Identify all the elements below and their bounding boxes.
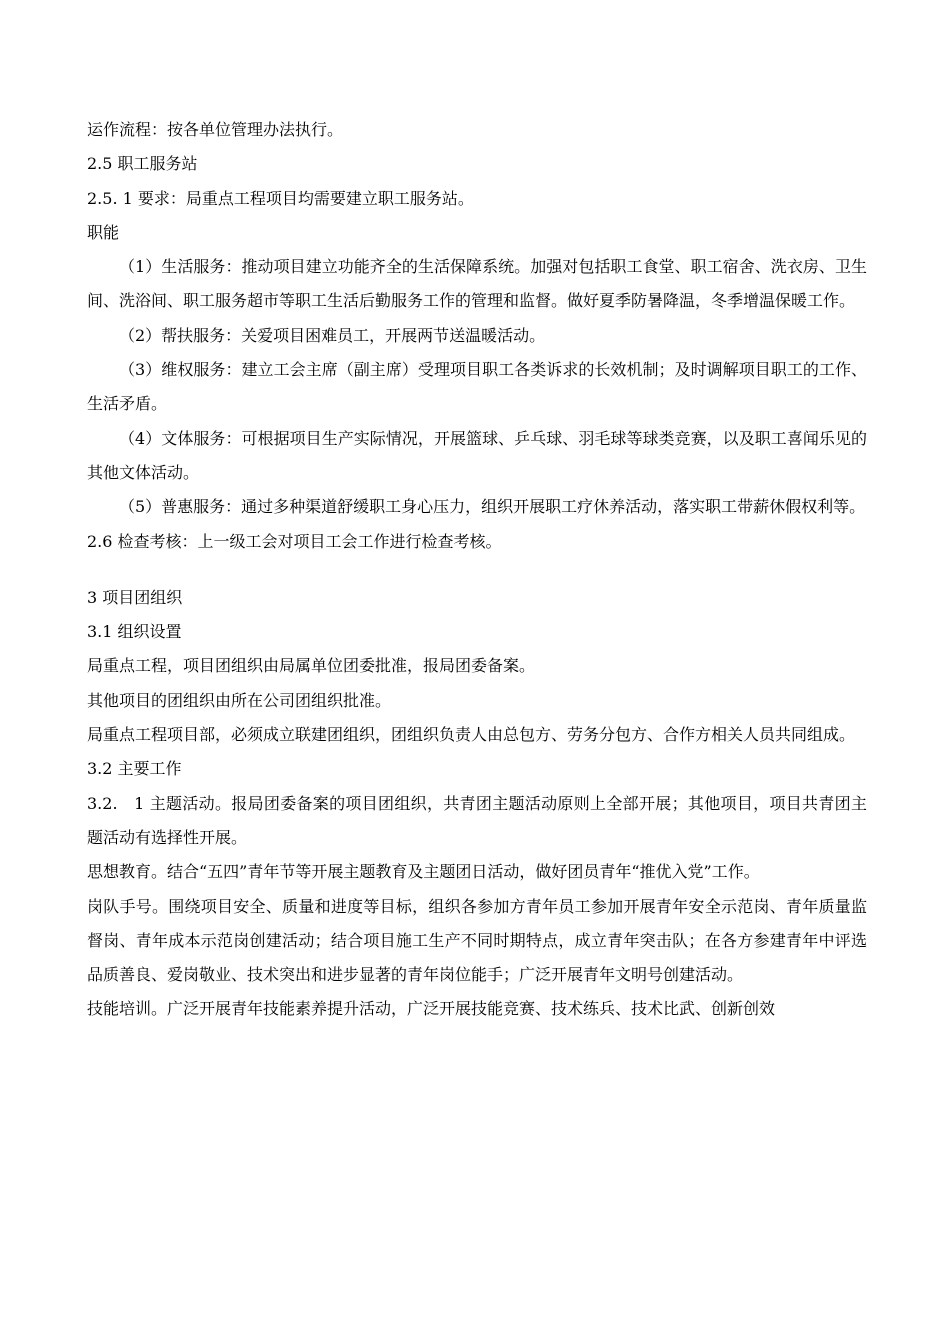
section-gap — [87, 559, 867, 581]
paragraph-key-projects: 局重点工程，项目团组织由局属单位团委批准，报局团委备案。 — [87, 656, 536, 676]
function-item-culture: （4）文体服务：可根据项目生产实际情况，开展篮球、乒乓球、羽毛球等球类竞赛，以及职工喜闻乐见的其他文体活动。 — [87, 428, 867, 482]
paragraph-theme-activities: 3.2. 1 主题活动。报局团委备案的项目团组织，共青团主题活动原则上全部开展；其他项目，项目共青团主题活动有选择性开展。 — [87, 793, 867, 847]
function-item-life: （1）生活服务：推动项目建立功能齐全的生活保障系统。加强对包括职工食堂、职工宿舍、洗衣房、卫生间、洗浴间、职工服务超市等职工生活后勤服务工作的管理和监督。做好夏季防暑降温，冬季增温保暖工作。 — [87, 257, 867, 311]
document-page — [87, 113, 867, 1027]
functions-label: 职能 — [87, 222, 120, 242]
paragraph-joint-organization: 局重点工程项目部，必须成立联建团组织，团组织负责人由总包方、劳务分包方、合作方相关人员共同组成。 — [87, 725, 856, 745]
section-2-5-1-requirement: 2.5. 1 要求：局重点工程项目均需要建立职工服务站。 — [87, 188, 474, 208]
section-2-6: 2.6 检查考核：上一级工会对项目工会工作进行检查考核。 — [87, 531, 502, 551]
paragraph-other-projects: 其他项目的团组织由所在公司团组织批准。 — [87, 690, 392, 710]
function-item-rights: （3）维权服务：建立工会主席（副主席）受理项目职工各类诉求的长效机制；及时调解项目职工的工作、生活矛盾。 — [87, 360, 867, 414]
section-3-2-heading: 3.2 主要工作 — [87, 759, 182, 779]
section-2-5-heading: 2.5 职工服务站 — [87, 154, 198, 174]
process-line: 运作流程：按各单位管理办法执行。 — [87, 120, 344, 139]
section-3-heading: 3 项目团组织 — [87, 587, 183, 607]
section-3-1-heading: 3.1 组织设置 — [87, 622, 182, 642]
function-item-assist: （2）帮扶服务：关爱项目困难员工，开展两节送温暖活动。 — [119, 325, 546, 345]
paragraph-post-teams: 岗队手号。围绕项目安全、质量和进度等目标，组织各参加方青年员工参加开展青年安全示范岗、青年质量监督岗、青年成本示范岗创建活动；结合项目施工生产不同时期特点，成立青年突击队；在各方参建青年中评选品质善良、爱岗敬业、技术突出和进步显著的青年岗位能手；广泛开展青年文明号创建活动。 — [87, 896, 867, 985]
function-item-welfare: （5）普惠服务：通过多种渠道舒缓职工身心压力，组织开展职工疗休养活动，落实职工带薪休假权利等。 — [119, 497, 866, 517]
paragraph-ideological-education: 思想教育。结合“五四”青年节等开展主题教育及主题团日活动，做好团员青年“推优入党”工作。 — [87, 862, 760, 882]
paragraph-skill-training: 技能培训。广泛开展青年技能素养提升活动，广泛开展技能竞赛、技术练兵、技术比武、创新创效 — [87, 999, 776, 1019]
